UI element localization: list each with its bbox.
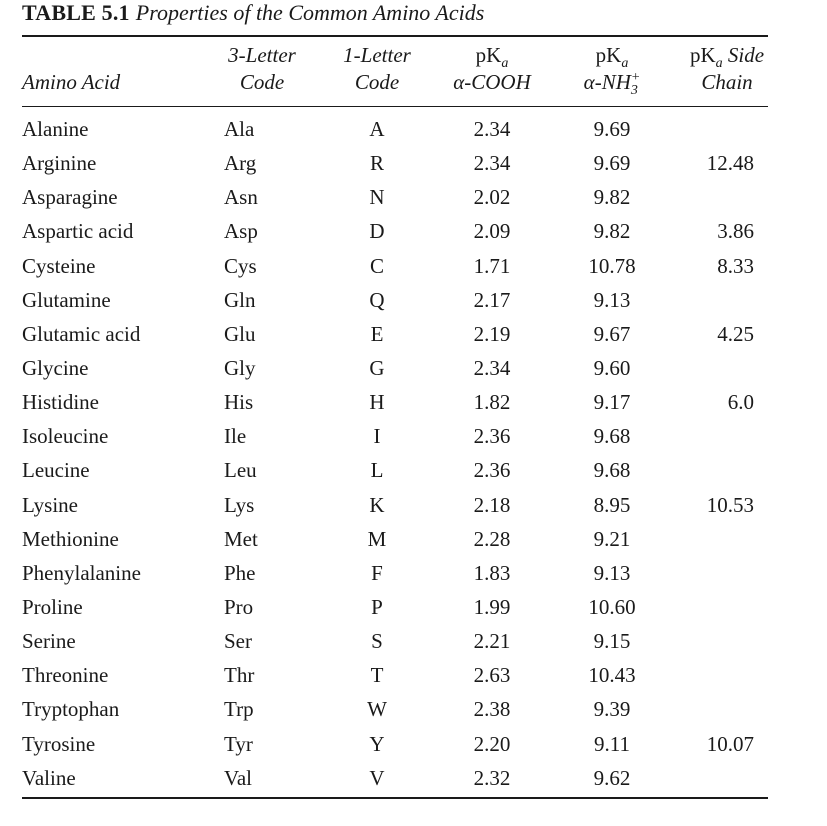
one-letter-code: C — [369, 253, 384, 278]
pka-side-chain-value: 6.0 — [727, 390, 754, 415]
amino-acid-name: Cysteine — [22, 253, 96, 278]
amino-acid-name: Glycine — [22, 355, 89, 380]
table-row — [22, 692, 768, 726]
three-letter-code: Val — [224, 765, 252, 790]
one-letter-code: V — [369, 765, 385, 790]
pka-cooh-value: 2.38 — [473, 697, 511, 722]
pka-cooh-value: 1.71 — [473, 253, 511, 278]
table-row — [22, 453, 768, 487]
amino-acid-name: Phenylalanine — [22, 560, 141, 585]
amino-acid-name: Isoleucine — [22, 424, 109, 449]
three-letter-code: Asn — [224, 185, 258, 210]
table-row — [22, 556, 768, 590]
table-row — [22, 488, 768, 522]
table-row — [22, 180, 768, 214]
amino-acid-name: Arginine — [22, 151, 97, 176]
one-letter-code: R — [369, 151, 384, 176]
amino-acid-name: Valine — [22, 765, 76, 790]
pka-cooh-value: 2.34 — [473, 151, 511, 176]
three-letter-code: Pro — [224, 594, 254, 619]
pka-cooh-value: 2.32 — [473, 765, 511, 790]
three-letter-code: Glu — [224, 321, 256, 346]
table-row — [22, 419, 768, 453]
pka-cooh-value: 2.02 — [473, 185, 511, 210]
table-title: Properties of the Common Amino Acids — [135, 0, 485, 25]
table-row — [22, 146, 768, 180]
three-letter-code: Trp — [224, 697, 254, 722]
table-row — [22, 590, 768, 624]
three-letter-code: His — [224, 390, 254, 415]
header-three-letter-code: 3-Letter Code — [228, 43, 296, 94]
header-rule — [22, 106, 768, 107]
one-letter-code: T — [370, 663, 384, 688]
header-pka-nh3: $pK_a$ $\alpha-NH_3^+$ — [583, 43, 641, 98]
three-letter-code: Met — [224, 526, 258, 551]
amino-acid-name: Threonine — [22, 663, 109, 688]
one-letter-code: L — [370, 458, 384, 483]
pka-side-chain-value: 10.07 — [706, 731, 754, 756]
pka-nh3-value: 9.69 — [593, 151, 631, 176]
pka-side-chain-value: 3.86 — [717, 219, 754, 244]
top-rule — [22, 35, 768, 37]
three-letter-code: Leu — [224, 458, 257, 483]
amino-acid-name: Aspartic acid — [22, 219, 134, 244]
three-letter-code: Gly — [224, 355, 256, 380]
pka-nh3-value: 9.17 — [593, 390, 631, 415]
pka-nh3-value: 9.60 — [593, 355, 631, 380]
pka-cooh-value: 2.34 — [473, 117, 511, 141]
amino-acid-name: Tyrosine — [22, 731, 96, 756]
pka-cooh-value: 2.21 — [473, 629, 511, 654]
pka-cooh-value: 2.17 — [473, 287, 511, 312]
amino-acid-name: Histidine — [22, 390, 99, 415]
three-letter-code: Ile — [224, 424, 247, 449]
pka-nh3-value: 9.69 — [593, 117, 631, 141]
pka-cooh-value: 1.83 — [473, 560, 511, 585]
pka-nh3-value: 9.68 — [593, 458, 631, 483]
pka-nh3-value: 10.78 — [588, 253, 636, 278]
table-row — [22, 112, 768, 146]
table-row — [22, 624, 768, 658]
pka-nh3-value: 9.13 — [593, 287, 631, 312]
pka-cooh-value: 2.09 — [473, 219, 511, 244]
table-row — [22, 385, 768, 419]
pka-cooh-value: 2.34 — [473, 355, 511, 380]
pka-nh3-value: 9.15 — [593, 629, 631, 654]
one-letter-code: Y — [369, 731, 385, 756]
amino-acid-name: Methionine — [22, 526, 119, 551]
table-row — [22, 214, 768, 248]
one-letter-code: I — [373, 424, 381, 449]
amino-acid-name: Asparagine — [22, 185, 118, 210]
one-letter-code: N — [369, 185, 385, 210]
pka-cooh-value: 2.18 — [473, 492, 511, 517]
one-letter-code: E — [370, 321, 384, 346]
table-body — [22, 112, 768, 795]
amino-acid-name: Proline — [22, 594, 83, 619]
pka-cooh-value: 1.82 — [473, 390, 511, 415]
pka-cooh-value: 2.36 — [473, 424, 511, 449]
pka-cooh-value: 2.20 — [473, 731, 511, 756]
pka-cooh-value: 2.28 — [473, 526, 511, 551]
amino-acid-name: Tryptophan — [22, 697, 120, 722]
one-letter-code: A — [369, 117, 385, 141]
three-letter-code: Arg — [224, 151, 257, 176]
amino-acid-name: Serine — [22, 629, 76, 654]
pka-cooh-value: 2.19 — [473, 321, 511, 346]
table-row — [22, 351, 768, 385]
table-row — [22, 522, 768, 556]
three-letter-code: Ser — [224, 629, 252, 654]
pka-nh3-value: 9.68 — [593, 424, 631, 449]
table-number: TABLE 5.1 — [22, 0, 130, 25]
one-letter-code: P — [371, 594, 383, 619]
header-amino-acid: Amino Acid — [22, 70, 121, 94]
one-letter-code: S — [371, 629, 383, 654]
three-letter-code: Phe — [224, 560, 256, 585]
pka-nh3-value: 10.43 — [588, 663, 636, 688]
pka-side-chain-value: 8.33 — [717, 253, 754, 278]
one-letter-code: K — [369, 492, 385, 517]
pka-nh3-value: 9.39 — [593, 697, 631, 722]
pka-side-chain-value: 10.53 — [706, 492, 754, 517]
header-pka-cooh: $pK_a$ α-COOH — [453, 43, 531, 94]
pka-nh3-value: 9.21 — [593, 526, 631, 551]
header-pka-side-chain: $pK_a$ Side Chain — [689, 43, 765, 94]
three-letter-code: Lys — [224, 492, 255, 517]
one-letter-code: M — [367, 526, 387, 551]
table-row — [22, 283, 768, 317]
pka-nh3-value: 9.13 — [593, 560, 631, 585]
table-row — [22, 658, 768, 692]
table-row — [22, 249, 768, 283]
pka-cooh-value: 2.63 — [473, 663, 511, 688]
amino-acid-name: Lysine — [22, 492, 78, 517]
one-letter-code: G — [369, 355, 385, 380]
amino-acid-name: Glutamic acid — [22, 321, 141, 346]
pka-cooh-value: 1.99 — [473, 594, 511, 619]
pka-nh3-value: 9.82 — [593, 185, 631, 210]
pka-nh3-value: 9.62 — [593, 765, 631, 790]
table-row — [22, 317, 768, 351]
bottom-rule — [22, 797, 768, 799]
table-row — [22, 761, 768, 795]
one-letter-code: Q — [369, 287, 385, 312]
pka-nh3-value: 10.60 — [588, 594, 636, 619]
three-letter-code: Cys — [224, 253, 257, 278]
table-caption — [22, 0, 484, 30]
pka-side-chain-value: 4.25 — [717, 321, 754, 346]
amino-acid-name: Alanine — [22, 117, 89, 141]
pka-cooh-value: 2.36 — [473, 458, 511, 483]
amino-acid-name: Leucine — [22, 458, 90, 483]
pka-side-chain-value: 12.48 — [706, 151, 754, 176]
three-letter-code: Ala — [224, 117, 255, 141]
pka-nh3-value: 9.67 — [593, 321, 631, 346]
pka-nh3-value: 9.82 — [593, 219, 631, 244]
header-one-letter-code: 1-Letter Code — [343, 43, 411, 94]
one-letter-code: D — [369, 219, 385, 244]
table-row — [22, 727, 768, 761]
one-letter-code: W — [367, 697, 387, 722]
three-letter-code: Thr — [224, 663, 255, 688]
pka-nh3-value: 8.95 — [593, 492, 631, 517]
three-letter-code: Tyr — [224, 731, 253, 756]
three-letter-code: Gln — [224, 287, 256, 312]
pka-nh3-value: 9.11 — [594, 731, 630, 756]
three-letter-code: Asp — [224, 219, 258, 244]
one-letter-code: H — [369, 390, 385, 415]
amino-acid-name: Glutamine — [22, 287, 111, 312]
one-letter-code: F — [371, 560, 383, 585]
